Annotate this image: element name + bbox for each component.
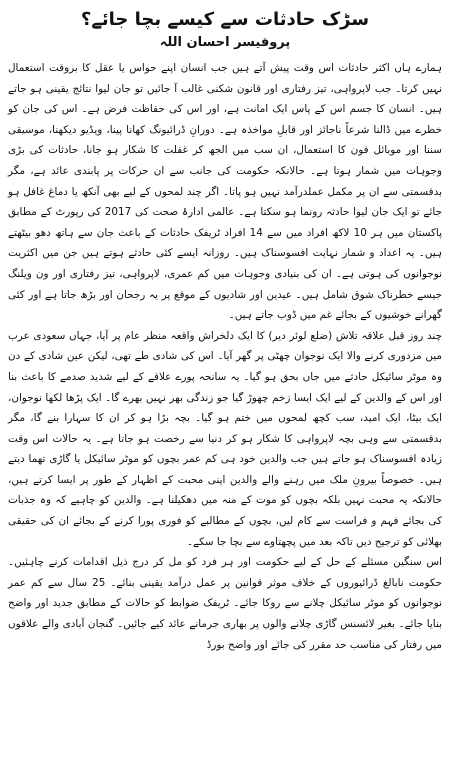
article-author: پروفیسر احسان اللہ — [159, 35, 291, 50]
article-paragraph: چند روز قبل علاقہ تلاش (ضلع لوئر دیر) کا ایک دلخراش واقعہ منظر عام پر آیا، جہاں سعودی عرب میں مزدوری کرنے والا ایک نوجوان چھٹی پر گھر آیا۔ اس کی شادی طے تھی، لیکن عین شادی کے دن وہ موٹر سائیکل حادثے میں جاں بحق ہو گیا۔ یہ سانحہ پورے علاقے کے لیے شدید صدمے کا باعث بنا اور اس کے والدین کے لیے ایک ایسا زخم چھوڑ گیا جو زندگی بھر نہیں بھرے گا۔ ایک پڑھا لکھا نوجوان، ایک بیٹا، ایک امید، سب کچھ لمحوں میں ختم ہو گیا۔ بچہ بڑا ہو کر ان کا سہارا بنے گا، مگر بدقسمتی سے وہی بچہ لاپرواہی کا شکار ہو کر دنیا سے رخصت ہو جاتا ہے۔ یہ حالات اس وقت زیادہ افسوسناک ہو جاتے ہیں جب والدین خود ہی کم عمر بچوں کو موٹر سائیکل یا گاڑی تھما دیتے ہیں۔ خصوصاً بیرونِ ملک میں رہنے والے والدین اپنی محبت کے اظہار کے طور پر ایسا کرتے ہیں، حالانکہ یہ محبت نہیں بلکہ بچوں کو موت کے منہ میں دھکیلنا ہے۔ والدین کو چاہیے کہ وہ جذبات کی بجائے فہم و فراست سے کام لیں، بچوں کے مطالبے کو فوری پورا کرنے کے بجائے ان کی حقیقی بھلائی کو ترجیح دیں تاکہ بعد میں پچھتاوے سے بچا جا سکے۔ — [8, 329, 442, 548]
article-paragraph: ہمارے ہاں اکثر حادثات اس وقت پیش آتے ہیں جب انسان اپنے حواس یا عقل کا بروقت استعمال نہیں کرتا۔ جب لاپرواہی، تیز رفتاری اور قانون شکنی غالب آ جائیں تو جان لیوا نتائج یقینی ہو جاتے ہیں۔ انسان کا جسم اس کے پاس ایک امانت ہے، اور اس کی حفاظت فرض ہے۔ اس کی جان کو خطرے میں ڈالنا شرعاً ناجائز اور قابلِ مواخذہ ہے۔ دورانِ ڈرائیونگ کھانا پینا، ویڈیو دیکھنا، موسیقی سننا اور موبائل فون کا استعمال، ان سب میں الجھ کر غفلت کا شکار ہو جانا، حادثات کی بڑی وجوہات میں شمار ہوتا ہے۔ حالانکہ حکومت کی جانب سے ان حرکات پر پابندی عائد ہے، مگر بدقسمتی سے ان پر مکمل عملدرآمد نہیں ہو پاتا۔ اگر چند لمحوں کے لیے بھی آنکھ یا دماغ غافل ہو جائے تو ایک جان لیوا حادثہ رونما ہو سکتا ہے۔ عالمی ادارۂ صحت کی 2017 کی رپورٹ کے مطابق پاکستان میں ہر 10 لاکھ افراد میں سے 14 افراد ٹریفک حادثات کے باعث جان سے ہاتھ دھو بیٹھتے ہیں۔ یہ اعداد و شمار نہایت افسوسناک ہیں۔ روزانہ ایسے کئی حادثے ہوتے ہیں جن میں اکثریت نوجوانوں کی ہوتی ہے۔ ان کی بنیادی وجوہات میں کم عمری، لاپرواہی، تیز رفتاری اور ون ویلنگ جیسے خطرناک شوق شامل ہیں۔ عیدین اور شادیوں کے موقع پر یہ رجحان اور بڑھ جاتا ہے اور کئی گھرانے خوشیوں کے بجائے غم میں ڈوب جاتے ہیں۔ — [8, 62, 443, 322]
article-title: سڑک حادثات سے کیسے بچا جائے؟ — [80, 9, 370, 30]
article-paragraph: اس سنگین مسئلے کے حل کے لیے حکومت اور ہر فرد کو مل کر درج ذیل اقدامات کرنے چاہئیں۔ حکومت نابالغ ڈرائیوروں کے خلاف موثر قوانین پر عمل درآمد یقینی بنائے۔ 25 سال سے کم عمر نوجوانوں کو موٹر سائیکل چلانے سے روکا جائے۔ ٹریفک ضوابط کو حالات کے مطابق جدید اور واضح بنایا جائے۔ بغیر لائسنس گاڑی چلانے والوں پر بھاری جرمانے عائد کیے جائیں۔ گنجان آبادی والے علاقوں میں رفتار کی مناسب حد مقرر کی جائے اور واضح بورڈ — [8, 556, 442, 651]
